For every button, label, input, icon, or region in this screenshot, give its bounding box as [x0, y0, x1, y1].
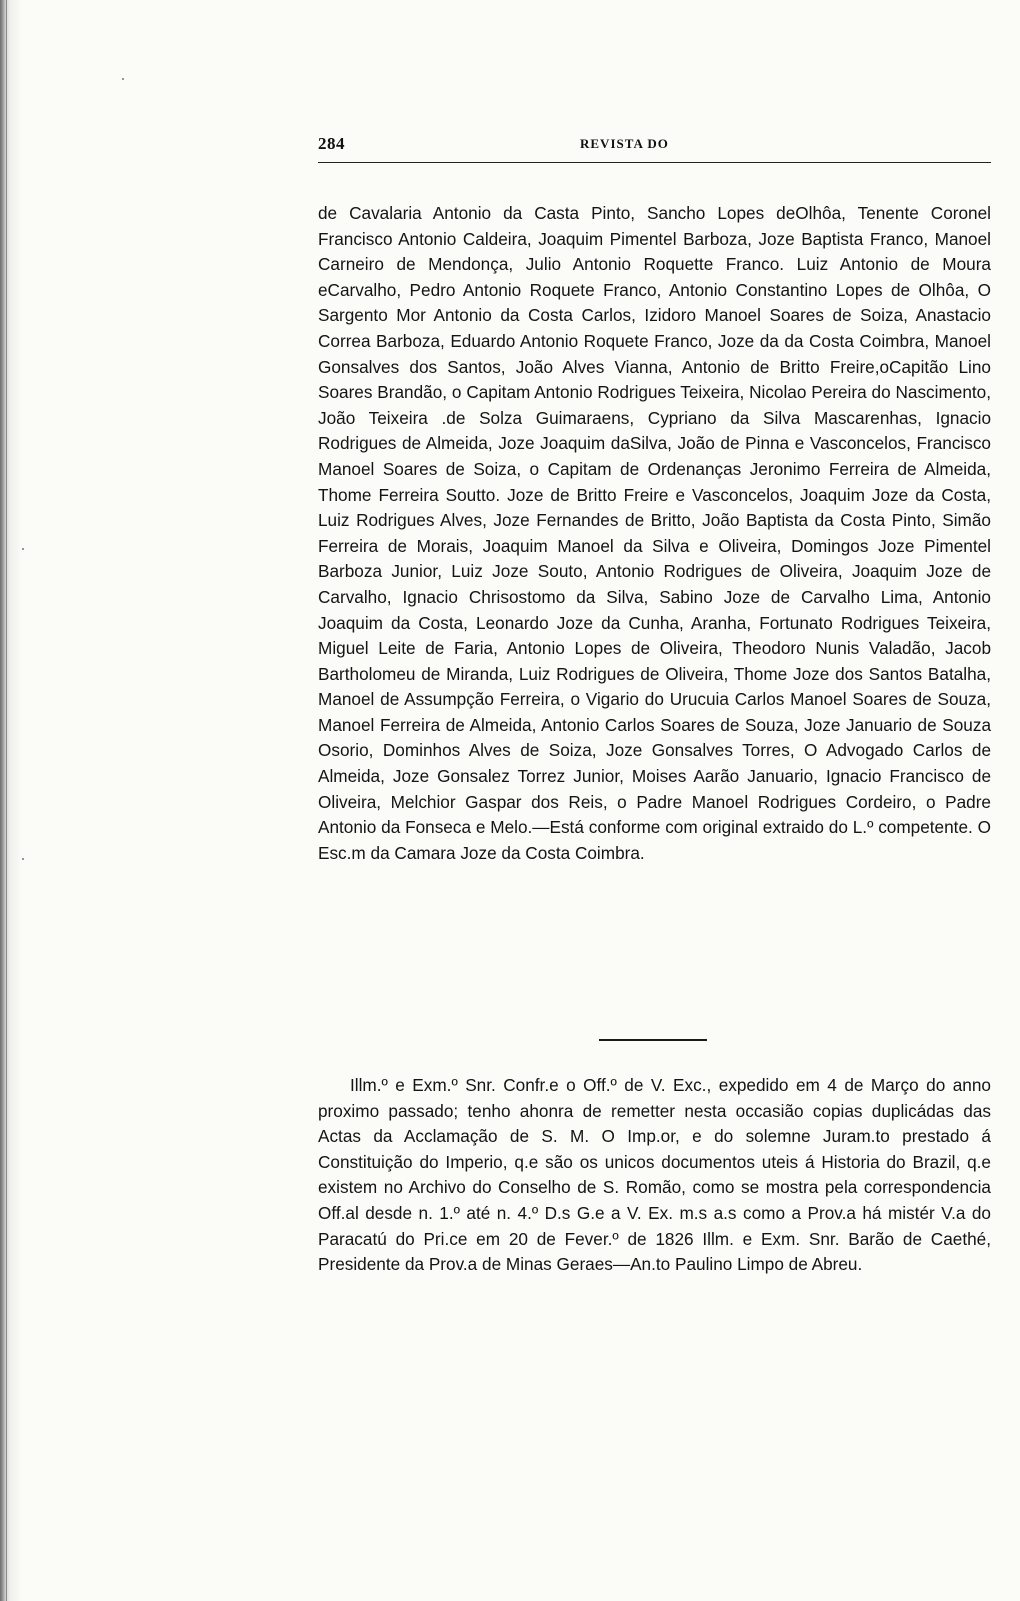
body-paragraph-letter: Illm.º e Exm.º Snr. Confr.e o Off.º de V. Exc., expedido em 4 de Março do anno proximo passado; tenho ahonra de remetter nesta occasião copias duplicádas das Actas da Acclamação de S. M. O Imp.or, e do solemne Juram.to prestado á Constituição do Imperio, q.e são os unicos documentos uteis á Historia do Brazil, q.e existem no Archivo do Conselho de S. Romão, como se mostra pela correspondencia Off.al desde n. 1.º até n. 4.º D.s G.e a V. Ex. m.s a.s como a Prov.a há mistér V.a do Paracatú do Pri.ce em 20 de Fever.º de 1826 Illm. e Exm. Snr. Barão de Caethé, Presidente da Prov.a de Minas Geraes—An.to Paulino Limpo de Abreu. — [318, 1075, 991, 1275]
page-header — [318, 134, 991, 160]
section-divider — [599, 1039, 707, 1041]
body-paragraph-signatories: de Cavalaria Antonio da Casta Pinto, Sancho Lopes deOlhôa, Tenente Coronel Francisco Antonio Caldeira, Joaquim Pimentel Barboza, Joze Baptista Franco, Manoel Carneiro de Mendonça, Julio Antonio Roquette Franco. Luiz Antonio de Moura eCarvalho, Pedro Antonio Roquete Franco, Antonio Constantino Lopes de Olhôa, O Sargento Mor Antonio da Costa Carlos, Izidoro Manoel Soares de Soiza, Anastacio Correa Barboza, Eduardo Antonio Roquete Franco, Joze da da Costa Coimbra, Manoel Gonsalves dos Santos, João Alves Vianna, Antonio de Britto Freire,oCapitão Lino Soares Brandão, o Capitam Antonio Rodrigues Teixeira, Nicolao Pereira do Nascimento, João Teixeira .de Solza Guimaraens, Cypriano da Silva Mascarenhas, Ignacio Rodrigues de Almeida, Joze Joaquim daSilva, João de Pinna e Vasconcelos, Francisco Manoel Soares de Soiza, o Capitam de Ordenanças Jeronimo Ferreira de Almeida, Thome Ferreira Soutto. Joze de Britto Freire e Vasconcelos, Joaquim Joze da Costa, Luiz Rodrigues Alves, Joze Fernandes de Britto, João Baptista da Costa Pinto, Simão Ferreira de Morais, Joaquim Manoel da Silva e Oliveira, Domingos Joze Pimentel Barboza Junior, Luiz Joze Souto, Antonio Rodrigues de Oliveira, Joaquim Joze de Carvalho, Ignacio Chrisostomo da Silva, Sabino Joze de Carvalho Lima, Antonio Joaquim da Costa, Leonardo Joze da Cunha, Aranha, Fortunato Rodrigues Teixeira, Miguel Leite de Faria, Antonio Lopes de Oliveira, Theodoro Nunis Valadão, Jacob Bartholomeu de Miranda, Luiz Rodrigues de Oliveira, Thome Joze dos Santos Batalha, Manoel de Assumpção Ferreira, o Vigario do Urucuia Carlos Manoel Soares de Souza, Manoel Ferreira de Almeida, Antonio Carlos Soares de Souza, Joze Januario de Souza Osorio, Dominhos Alves de Soiza, Joze Gonsalves Torres, O Advogado Carlos de Almeida, Joze Gonsalez Torrez Junior, Moises Aarão Januario, Ignacio Francisco de Oliveira, Melchior Gaspar dos Reis, o Padre Manoel Rodrigues Cordeiro, o Padre Antonio da Fonseca e Melo.—Está conforme com original extraido do L.º competente. O Esc.m da Camara Joze da Costa Coimbra. — [318, 203, 991, 863]
scan-speck — [122, 78, 124, 80]
scan-speck — [22, 548, 24, 550]
page-number: 284 — [318, 134, 345, 153]
scan-edge-line — [6, 0, 7, 1601]
header-rule — [318, 162, 991, 163]
scan-edge-shadow — [0, 0, 22, 1601]
scan-speck — [22, 858, 24, 860]
running-head: REVISTA DO — [580, 136, 669, 151]
